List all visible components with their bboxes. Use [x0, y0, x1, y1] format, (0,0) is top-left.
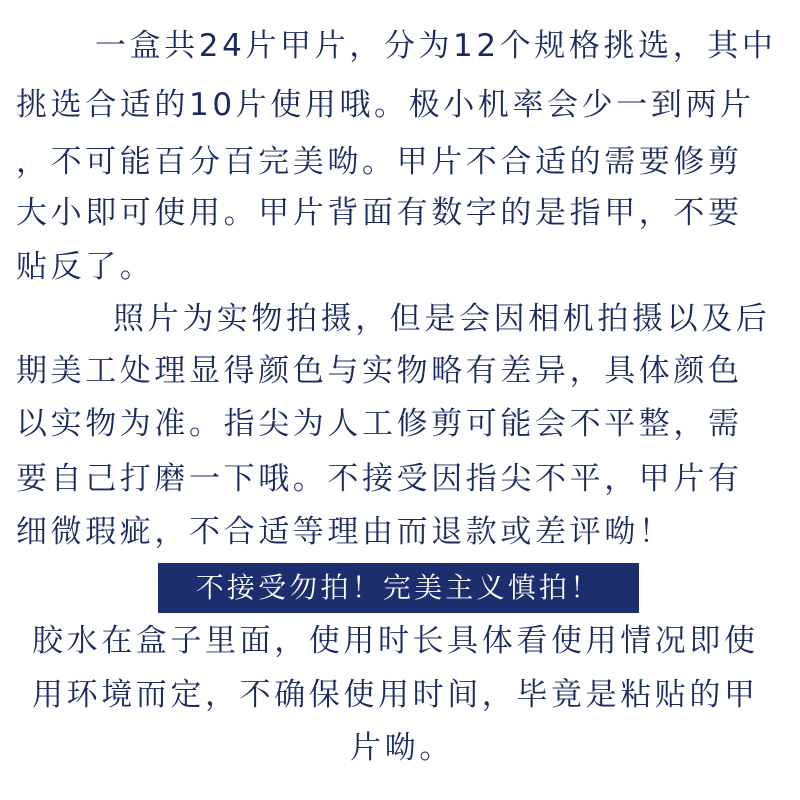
paragraph3-line-2: 用环境而定，不确保使用时间，毕竟是粘贴的甲: [32, 677, 759, 713]
paragraph1-line-2: 挑选合适的10片使用哦。极小机率会少一到两片: [16, 87, 755, 123]
paragraph2-line-5: 细微瑕疵，不合适等理由而退款或差评呦！: [16, 514, 674, 550]
paragraph2-line-3: 以实物为准。指尖为人工修剪可能会不平整，需: [16, 406, 743, 442]
warning-banner: [158, 563, 639, 613]
paragraph2-line-1: 照片为实物拍摄，但是会因相机拍摄以及后: [113, 301, 771, 337]
warning-banner-text: 不接受勿拍！完美主义慎拍！: [195, 571, 602, 604]
paragraph3-line-3: 片呦。: [350, 730, 454, 766]
paragraph2-line-2: 期美工处理显得颜色与实物略有差异，具体颜色: [16, 353, 743, 389]
paragraph1-line-5: 贴反了。: [16, 249, 155, 285]
paragraph1-line-1: 一盒共24片甲片，分为12个规格挑选，其中: [95, 28, 777, 64]
paragraph2-line-4: 要自己打磨一下哦。不接受因指尖不平，甲片有: [16, 461, 743, 497]
paragraph1-line-3: ，不可能百分百完美呦。甲片不合适的需要修剪: [16, 144, 743, 180]
paragraph1-line-4: 大小即可使用。甲片背面有数字的是指甲，不要: [16, 195, 743, 231]
paragraph3-line-1: 胶水在盒子里面，使用时长具体看使用情况即使: [32, 623, 759, 659]
